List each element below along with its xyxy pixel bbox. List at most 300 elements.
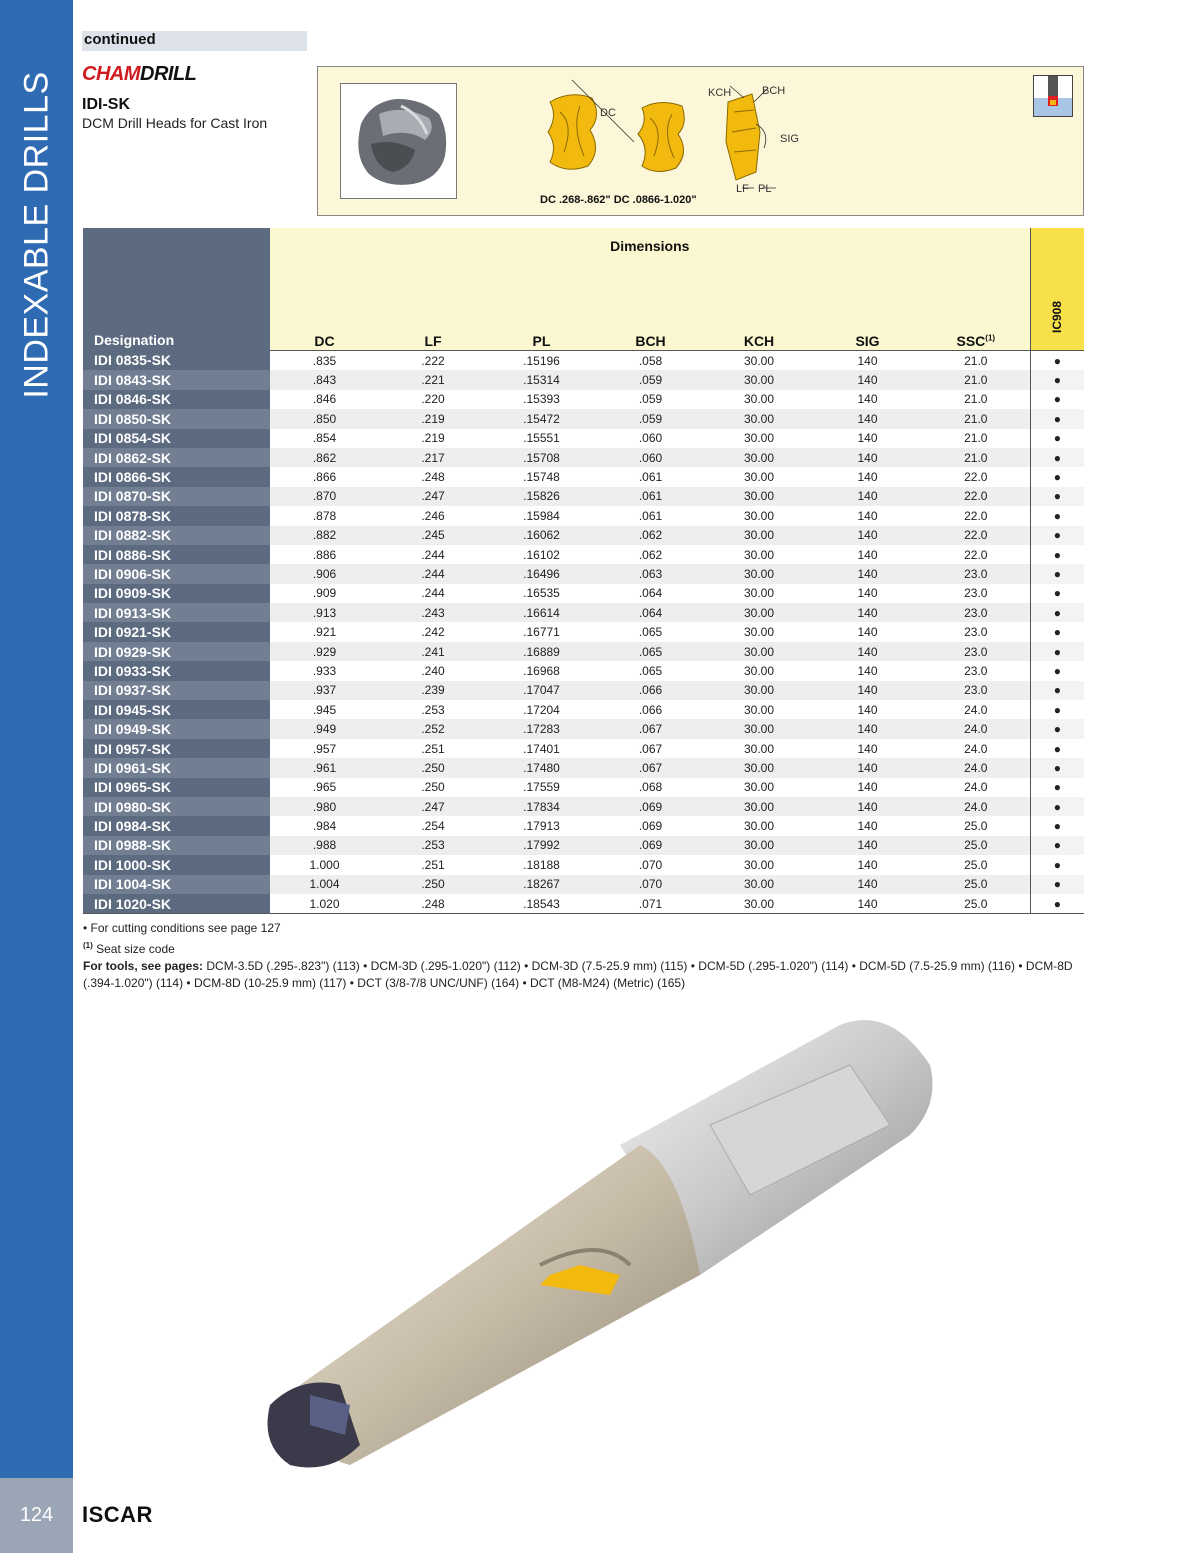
insert-side-view (726, 94, 760, 180)
ssc-cell: 24.0 (922, 758, 1030, 777)
lf-cell: .239 (379, 681, 487, 700)
ssc-cell: 23.0 (922, 564, 1030, 583)
footer-brand: ISCAR (82, 1502, 153, 1527)
ssc-cell: 23.0 (922, 622, 1030, 641)
note-tools (83, 958, 1083, 992)
bch-cell: .066 (596, 681, 705, 700)
ic908-availability-cell: ● (1030, 758, 1084, 777)
designation-cell: IDI 1004-SK (83, 875, 270, 894)
dc-cell: .913 (270, 603, 379, 622)
label-pl: PL (758, 183, 772, 192)
product-description: DCM Drill Heads for Cast Iron (82, 115, 268, 131)
designation-cell: IDI 0945-SK (83, 700, 270, 719)
ic908-availability-cell: ● (1030, 370, 1084, 389)
lf-cell: .243 (379, 603, 487, 622)
lf-cell: .242 (379, 622, 487, 641)
pl-cell: .15708 (487, 448, 596, 467)
table-row (83, 506, 1084, 525)
dc-cell: .854 (270, 429, 379, 448)
ssc-cell: 22.0 (922, 545, 1030, 564)
kch-cell: 30.00 (705, 816, 813, 835)
ssc-cell: 22.0 (922, 506, 1030, 525)
designation-cell: IDI 0957-SK (83, 739, 270, 758)
grade-header (1030, 228, 1084, 351)
ssc-cell: 24.0 (922, 719, 1030, 738)
bch-cell: .064 (596, 603, 705, 622)
designation-cell: IDI 0843-SK (83, 370, 270, 389)
lf-cell: .247 (379, 797, 487, 816)
ssc-cell: 22.0 (922, 526, 1030, 545)
sig-cell: 140 (813, 409, 922, 428)
footnotes (83, 920, 1083, 992)
ssc-label: SSC (956, 333, 986, 349)
designation-cell: IDI 0980-SK (83, 797, 270, 816)
lf-cell: .222 (379, 351, 487, 371)
lf-cell: .254 (379, 816, 487, 835)
ic908-availability-cell: ● (1030, 429, 1084, 448)
bch-cell: .058 (596, 351, 705, 371)
drilling-icon (1034, 76, 1072, 116)
pl-cell: .17047 (487, 681, 596, 700)
designation-cell: IDI 0854-SK (83, 429, 270, 448)
table-row (83, 797, 1084, 816)
pl-cell: .15748 (487, 467, 596, 486)
sig-cell: 140 (813, 816, 922, 835)
ssc-cell: 21.0 (922, 429, 1030, 448)
pl-cell: .15472 (487, 409, 596, 428)
application-icon (1033, 75, 1073, 117)
bch-cell: .067 (596, 739, 705, 758)
note-seat-size-marker: (1) (83, 941, 93, 950)
bch-cell: .068 (596, 778, 705, 797)
pl-cell: .18543 (487, 894, 596, 914)
lf-cell: .241 (379, 642, 487, 661)
pl-cell: .17913 (487, 816, 596, 835)
kch-cell: 30.00 (705, 370, 813, 389)
sig-cell: 140 (813, 719, 922, 738)
sig-cell: 140 (813, 836, 922, 855)
lf-cell: .247 (379, 487, 487, 506)
bch-cell: .065 (596, 661, 705, 680)
sig-cell: 140 (813, 778, 922, 797)
ic908-availability-cell: ● (1030, 564, 1084, 583)
ic908-availability-cell: ● (1030, 778, 1084, 797)
bch-cell: .065 (596, 642, 705, 661)
kch-cell: 30.00 (705, 526, 813, 545)
sig-cell: 140 (813, 429, 922, 448)
ssc-cell: 21.0 (922, 448, 1030, 467)
lf-cell: .252 (379, 719, 487, 738)
ssc-cell: 25.0 (922, 816, 1030, 835)
ic908-availability-cell: ● (1030, 681, 1084, 700)
sig-cell: 140 (813, 894, 922, 914)
bch-cell: .071 (596, 894, 705, 914)
pl-cell: .15393 (487, 390, 596, 409)
dc-cell: .835 (270, 351, 379, 371)
insert-front-view (548, 95, 597, 169)
dc-cell: .843 (270, 370, 379, 389)
table-row (83, 603, 1084, 622)
col-header-dc: DC (270, 332, 379, 351)
dc-cell: .949 (270, 719, 379, 738)
table-row (83, 622, 1084, 641)
designation-cell: IDI 0988-SK (83, 836, 270, 855)
sig-cell: 140 (813, 487, 922, 506)
bch-cell: .067 (596, 758, 705, 777)
table-row (83, 758, 1084, 777)
col-header-bch: BCH (596, 332, 705, 351)
sig-cell: 140 (813, 855, 922, 874)
kch-cell: 30.00 (705, 564, 813, 583)
bch-cell: .060 (596, 448, 705, 467)
ssc-cell: 23.0 (922, 681, 1030, 700)
pl-cell: .16496 (487, 564, 596, 583)
pl-cell: .16102 (487, 545, 596, 564)
sig-cell: 140 (813, 506, 922, 525)
page-number: 124 (19, 1504, 54, 1526)
spec-table (83, 228, 1084, 914)
kch-cell: 30.00 (705, 700, 813, 719)
kch-cell: 30.00 (705, 584, 813, 603)
dc-cell: .870 (270, 487, 379, 506)
ssc-cell: 23.0 (922, 661, 1030, 680)
dc-cell: .878 (270, 506, 379, 525)
kch-cell: 30.00 (705, 409, 813, 428)
pl-cell: .17204 (487, 700, 596, 719)
ssc-cell: 25.0 (922, 875, 1030, 894)
ssc-cell: 23.0 (922, 603, 1030, 622)
ic908-availability-cell: ● (1030, 409, 1084, 428)
drill-tool-illustration (240, 1005, 960, 1475)
grade-label: IC908 (1050, 300, 1065, 334)
ic908-availability-cell: ● (1030, 526, 1084, 545)
designation-cell: IDI 0878-SK (83, 506, 270, 525)
dimensions-header (270, 228, 1030, 332)
continued-label: continued (82, 31, 307, 51)
table-row (83, 564, 1084, 583)
bch-cell: .069 (596, 816, 705, 835)
sig-cell: 140 (813, 622, 922, 641)
sig-cell: 140 (813, 758, 922, 777)
dc-cell: .980 (270, 797, 379, 816)
ssc-cell: 23.0 (922, 584, 1030, 603)
ic908-availability-cell: ● (1030, 622, 1084, 641)
bch-cell: .059 (596, 370, 705, 389)
sig-cell: 140 (813, 545, 922, 564)
ssc-cell: 21.0 (922, 351, 1030, 371)
dc-cell: .961 (270, 758, 379, 777)
designation-cell: IDI 0984-SK (83, 816, 270, 835)
table-row (83, 545, 1084, 564)
lf-cell: .244 (379, 545, 487, 564)
dc-cell: .862 (270, 448, 379, 467)
bch-cell: .060 (596, 429, 705, 448)
bch-cell: .061 (596, 487, 705, 506)
lf-cell: .245 (379, 526, 487, 545)
spec-table-body (83, 351, 1084, 914)
label-dc: DC (600, 107, 616, 119)
logo-cham: CHAM (82, 63, 140, 85)
kch-cell: 30.00 (705, 778, 813, 797)
bch-cell: .061 (596, 506, 705, 525)
designation-header: Designation (83, 228, 270, 351)
col-header-kch: KCH (705, 332, 813, 351)
designation-cell: IDI 0882-SK (83, 526, 270, 545)
sig-cell: 140 (813, 642, 922, 661)
designation-cell: IDI 0933-SK (83, 661, 270, 680)
table-row (83, 700, 1084, 719)
pl-cell: .15826 (487, 487, 596, 506)
dc-cell: 1.020 (270, 894, 379, 914)
designation-cell: IDI 0961-SK (83, 758, 270, 777)
pl-cell: .17834 (487, 797, 596, 816)
table-row (83, 448, 1084, 467)
sidebar (0, 0, 73, 1553)
bch-cell: .070 (596, 855, 705, 874)
designation-cell: IDI 0862-SK (83, 448, 270, 467)
dc-cell: .957 (270, 739, 379, 758)
ic908-availability-cell: ● (1030, 816, 1084, 835)
pl-cell: .16535 (487, 584, 596, 603)
lf-cell: .217 (379, 448, 487, 467)
ic908-availability-cell: ● (1030, 855, 1084, 874)
kch-cell: 30.00 (705, 661, 813, 680)
dc-cell: .988 (270, 836, 379, 855)
ssc-cell: 22.0 (922, 487, 1030, 506)
ic908-availability-cell: ● (1030, 448, 1084, 467)
designation-cell: IDI 0909-SK (83, 584, 270, 603)
lf-cell: .248 (379, 467, 487, 486)
designation-cell: IDI 0937-SK (83, 681, 270, 700)
tools-label: For tools, see pages: (83, 959, 204, 973)
dc-cell: .929 (270, 642, 379, 661)
sig-cell: 140 (813, 584, 922, 603)
table-row (83, 739, 1084, 758)
sig-cell: 140 (813, 797, 922, 816)
dc-cell: .909 (270, 584, 379, 603)
bch-cell: .059 (596, 409, 705, 428)
section-title (0, 0, 73, 420)
pl-cell: .15196 (487, 351, 596, 371)
table-row (83, 351, 1084, 371)
kch-cell: 30.00 (705, 797, 813, 816)
ic908-availability-cell: ● (1030, 487, 1084, 506)
dc-cell: 1.004 (270, 875, 379, 894)
lf-cell: .221 (379, 370, 487, 389)
sig-cell: 140 (813, 700, 922, 719)
designation-cell: IDI 0870-SK (83, 487, 270, 506)
bch-cell: .069 (596, 797, 705, 816)
pl-cell: .16968 (487, 661, 596, 680)
sig-cell: 140 (813, 526, 922, 545)
table-row (83, 661, 1084, 680)
designation-cell: IDI 0929-SK (83, 642, 270, 661)
table-row (83, 487, 1084, 506)
designation-cell: IDI 0886-SK (83, 545, 270, 564)
dc-cell: .882 (270, 526, 379, 545)
dc-cell: .850 (270, 409, 379, 428)
note-cutting-conditions: • For cutting conditions see page 127 (83, 921, 281, 935)
ssc-cell: 24.0 (922, 700, 1030, 719)
lf-cell: .253 (379, 836, 487, 855)
table-row (83, 429, 1084, 448)
lf-cell: .244 (379, 584, 487, 603)
dc-cell: .906 (270, 564, 379, 583)
sig-cell: 140 (813, 390, 922, 409)
ssc-cell: 25.0 (922, 855, 1030, 874)
sig-cell: 140 (813, 739, 922, 758)
ic908-availability-cell: ● (1030, 390, 1084, 409)
designation-cell: IDI 0846-SK (83, 390, 270, 409)
table-row (83, 778, 1084, 797)
ssc-cell: 24.0 (922, 797, 1030, 816)
kch-cell: 30.00 (705, 855, 813, 874)
kch-cell: 30.00 (705, 739, 813, 758)
kch-cell: 30.00 (705, 545, 813, 564)
ic908-availability-cell: ● (1030, 739, 1084, 758)
table-row (83, 584, 1084, 603)
pl-cell: .17559 (487, 778, 596, 797)
col-header-sig: SIG (813, 332, 922, 351)
bch-cell: .067 (596, 719, 705, 738)
table-row (83, 409, 1084, 428)
kch-cell: 30.00 (705, 681, 813, 700)
bch-cell: .064 (596, 584, 705, 603)
sig-cell: 140 (813, 448, 922, 467)
drill-head-dimension-diagram (530, 72, 800, 192)
pl-cell: .16062 (487, 526, 596, 545)
kch-cell: 30.00 (705, 448, 813, 467)
sig-cell: 140 (813, 564, 922, 583)
kch-cell: 30.00 (705, 836, 813, 855)
kch-cell: 30.00 (705, 506, 813, 525)
label-bch: BCH (762, 85, 786, 97)
lf-cell: .250 (379, 875, 487, 894)
pl-cell: .17480 (487, 758, 596, 777)
ic908-availability-cell: ● (1030, 700, 1084, 719)
ic908-availability-cell: ● (1030, 894, 1084, 914)
col-header-lf: LF (379, 332, 487, 351)
diagram-caption: DC .268-.862" DC .0866-1.020" (540, 194, 697, 206)
bch-cell: .061 (596, 467, 705, 486)
col-header-ssc (922, 332, 1030, 351)
label-sig: SIG (780, 133, 799, 145)
kch-cell: 30.00 (705, 467, 813, 486)
tools-text: DCM-3.5D (.295-.823") (113) • DCM-3D (.295-1.020") (112) • DCM-3D (7.5-25.9 mm) (115) • DCM-5D (.295-1.020") (114) • DCM-5D (7.5-25.9 mm) (116) • DCM-8D (.394-1.020") (114) • DCM-8D (10-25.9 mm) (117) • DCT (3/8-7/8 UNC/UNF) (164) • DCT (M8-M24) (Metric) (165) (83, 959, 1073, 990)
sig-cell: 140 (813, 370, 922, 389)
sig-cell: 140 (813, 875, 922, 894)
designation-cell: IDI 0906-SK (83, 564, 270, 583)
bch-cell: .069 (596, 836, 705, 855)
ssc-cell: 21.0 (922, 370, 1030, 389)
lf-cell: .250 (379, 778, 487, 797)
lf-cell: .251 (379, 855, 487, 874)
designation-cell: IDI 0850-SK (83, 409, 270, 428)
ic908-availability-cell: ● (1030, 467, 1084, 486)
ssc-cell: 21.0 (922, 409, 1030, 428)
ic908-availability-cell: ● (1030, 642, 1084, 661)
ssc-cell: 24.0 (922, 778, 1030, 797)
insert-top-view (638, 102, 684, 171)
kch-cell: 30.00 (705, 719, 813, 738)
note-seat-size (83, 937, 1083, 958)
kch-cell: 30.00 (705, 875, 813, 894)
ic908-availability-cell: ● (1030, 506, 1084, 525)
table-row (83, 642, 1084, 661)
designation-cell: IDI 0913-SK (83, 603, 270, 622)
bch-cell: .063 (596, 564, 705, 583)
dc-cell: .886 (270, 545, 379, 564)
table-row (83, 836, 1084, 855)
dc-cell: .866 (270, 467, 379, 486)
kch-cell: 30.00 (705, 622, 813, 641)
logo-drill: DRILL (140, 63, 197, 85)
lf-cell: .253 (379, 700, 487, 719)
kch-cell: 30.00 (705, 642, 813, 661)
lf-cell: .220 (379, 390, 487, 409)
designation-cell: IDI 0965-SK (83, 778, 270, 797)
ssc-cell: 25.0 (922, 894, 1030, 914)
dc-cell: .984 (270, 816, 379, 835)
lf-cell: .248 (379, 894, 487, 914)
table-row (83, 390, 1084, 409)
designation-cell: IDI 0949-SK (83, 719, 270, 738)
pl-cell: .16614 (487, 603, 596, 622)
dc-cell: .945 (270, 700, 379, 719)
ssc-cell: 24.0 (922, 739, 1030, 758)
pl-cell: .17401 (487, 739, 596, 758)
ic908-availability-cell: ● (1030, 351, 1084, 371)
ic908-availability-cell: ● (1030, 545, 1084, 564)
ssc-cell: 22.0 (922, 467, 1030, 486)
table-row (83, 719, 1084, 738)
kch-cell: 30.00 (705, 390, 813, 409)
bch-cell: .062 (596, 545, 705, 564)
table-row (83, 875, 1084, 894)
label-kch: KCH (708, 87, 732, 99)
table-row (83, 370, 1084, 389)
pl-cell: .16889 (487, 642, 596, 661)
pl-cell: .17992 (487, 836, 596, 855)
pl-cell: .15984 (487, 506, 596, 525)
lf-cell: .246 (379, 506, 487, 525)
lf-cell: .219 (379, 429, 487, 448)
sig-cell: 140 (813, 661, 922, 680)
dc-cell: .965 (270, 778, 379, 797)
kch-cell: 30.00 (705, 487, 813, 506)
bch-cell: .070 (596, 875, 705, 894)
bch-cell: .065 (596, 622, 705, 641)
ic908-availability-cell: ● (1030, 875, 1084, 894)
designation-cell: IDI 1000-SK (83, 855, 270, 874)
sig-cell: 140 (813, 467, 922, 486)
ic908-availability-cell: ● (1030, 836, 1084, 855)
note-seat-size-text: Seat size code (92, 942, 175, 956)
ssc-cell: 25.0 (922, 836, 1030, 855)
pl-cell: .18188 (487, 855, 596, 874)
ssc-cell: 23.0 (922, 642, 1030, 661)
dc-cell: 1.000 (270, 855, 379, 874)
pl-cell: .18267 (487, 875, 596, 894)
dc-cell: .933 (270, 661, 379, 680)
bch-cell: .059 (596, 390, 705, 409)
ic908-availability-cell: ● (1030, 584, 1084, 603)
dc-cell: .921 (270, 622, 379, 641)
col-header-pl: PL (487, 332, 596, 351)
dc-cell: .846 (270, 390, 379, 409)
ssc-cell: 21.0 (922, 390, 1030, 409)
ssc-footnote-marker: (1) (985, 333, 996, 343)
